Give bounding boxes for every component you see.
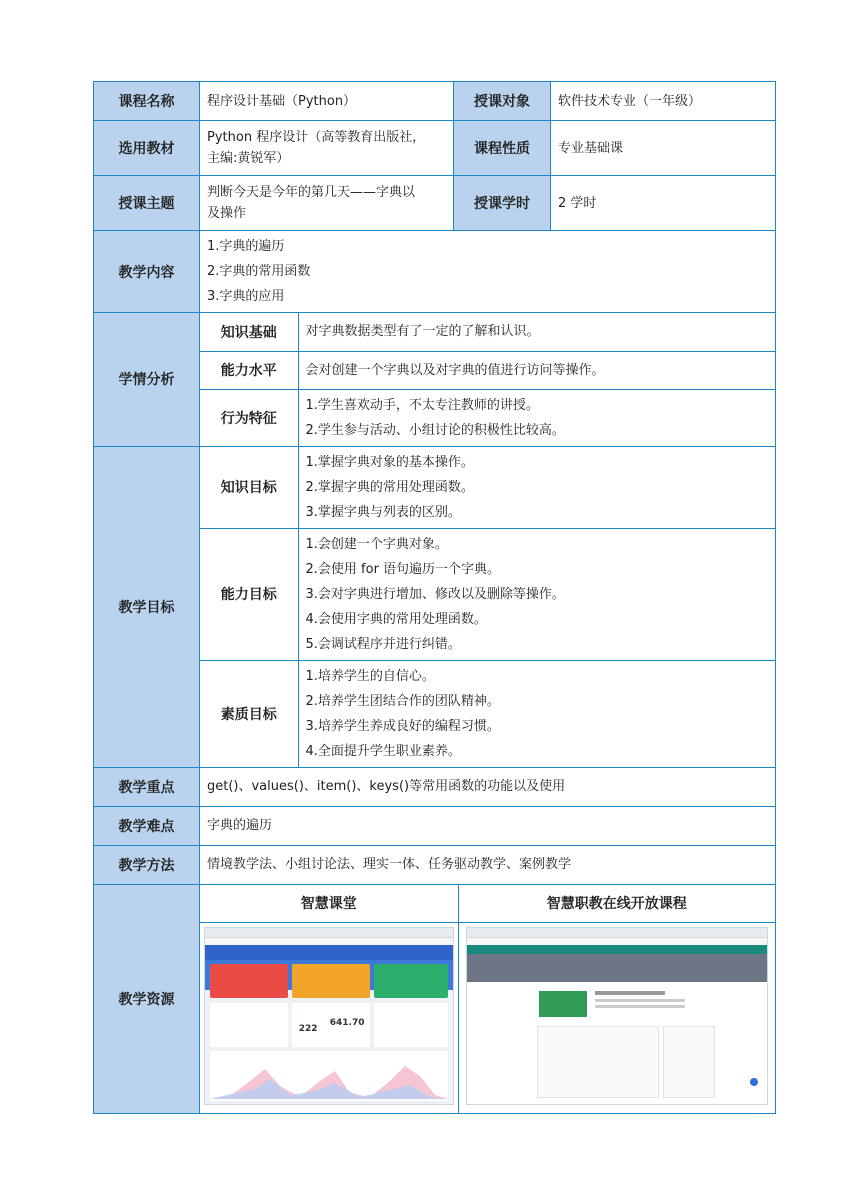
analysis-knowledge-label: 知识基础 <box>200 313 298 351</box>
classroom-stat-amount: 641.70 <box>329 1017 365 1028</box>
resource-col2-title: 智慧职教在线开放课程 <box>546 896 687 912</box>
resource-col1-title: 智慧课堂 <box>200 885 458 923</box>
textbook-label: 选用教材 <box>94 121 200 176</box>
classroom-panel-3 <box>374 1003 448 1047</box>
analysis-behavior-row <box>200 389 775 446</box>
course-name-value: 程序设计基础（Python） <box>200 82 454 121</box>
analysis-subtable <box>200 313 775 446</box>
classroom-header <box>205 945 453 960</box>
goal-quality-item-1: 1.培养学生的自信心。 <box>305 668 435 684</box>
course-name-row <box>94 82 776 121</box>
difficulty-row <box>94 806 776 845</box>
analysis-behavior-label: 行为特征 <box>200 389 298 446</box>
goals-ability-label: 能力目标 <box>200 528 298 660</box>
resources-title-row <box>200 885 775 923</box>
analysis-behavior-list <box>298 389 775 446</box>
resources-label: 教学资源 <box>94 884 200 1113</box>
chat-bubble-icon <box>750 1078 758 1086</box>
classroom-card-green <box>374 964 448 998</box>
resources-row <box>94 884 776 1113</box>
classroom-panel-1 <box>210 1003 288 1047</box>
content-item-2: 2.字典的常用函数 <box>207 264 311 279</box>
content-label: 教学内容 <box>94 231 200 313</box>
classroom-chart-panel <box>210 1051 448 1101</box>
goal-knowledge-item-1: 1.掌握字典对象的基本操作。 <box>305 454 474 470</box>
goal-quality-item-3: 3.培养学生养成良好的编程习惯。 <box>305 718 500 734</box>
hours-label: 授课学时 <box>454 176 551 231</box>
resource-col1-image-cell <box>200 922 458 1113</box>
analysis-label: 学情分析 <box>94 313 200 447</box>
resources-subtable <box>200 885 775 1113</box>
content-row <box>94 231 776 313</box>
analysis-knowledge-value: 对字典数据类型有了一定的了解和认识。 <box>305 324 540 340</box>
goals-quality-row <box>200 660 775 767</box>
content-item-3: 3.字典的应用 <box>207 289 285 304</box>
smart-classroom-screenshot <box>204 927 454 1105</box>
resources-cell <box>200 884 776 1113</box>
analysis-ability-label: 能力水平 <box>200 351 298 389</box>
course-title-line <box>595 991 665 995</box>
method-label: 教学方法 <box>94 845 200 884</box>
goal-knowledge-item-2: 2.掌握字典的常用处理函数。 <box>305 479 474 495</box>
textbook-row <box>94 121 776 176</box>
topic-line-2: 及操作 <box>207 206 247 221</box>
goal-ability-item-3: 3.会对字典进行增加、修改以及删除等操作。 <box>305 586 565 602</box>
goal-ability-item-1: 1.会创建一个字典对象。 <box>305 536 448 552</box>
analysis-ability-value: 会对创建一个字典以及对字典的值进行访问等操作。 <box>298 351 775 389</box>
course-chapter-list <box>537 1026 659 1098</box>
course-info-line-1 <box>595 999 685 1002</box>
analysis-row <box>94 313 776 447</box>
nature-label: 课程性质 <box>454 121 551 176</box>
content-list <box>200 231 776 313</box>
topic-line-1: 判断今天是今年的第几天——字典以 <box>207 185 416 200</box>
difficulty-value: 字典的遍历 <box>200 806 776 845</box>
course-info-line-2 <box>595 1005 685 1008</box>
goals-ability-list <box>298 528 775 660</box>
course-banner <box>467 954 767 982</box>
goals-knowledge-list <box>298 447 775 529</box>
goal-ability-item-2: 2.会使用 for 语句遍历一个字典。 <box>305 561 501 577</box>
behavior-item-2: 2.学生参与活动、小组讨论的积极性比较高。 <box>305 422 565 438</box>
goals-quality-list <box>298 660 775 767</box>
goals-row <box>94 446 776 767</box>
resources-image-row <box>200 922 775 1113</box>
goals-label: 教学目标 <box>94 446 200 767</box>
resource-col2-image-cell <box>458 922 775 1113</box>
hours-value: 2 学时 <box>551 176 776 231</box>
course-teacher-panel <box>663 1026 715 1098</box>
goal-quality-item-4: 4.全面提升学生职业素养。 <box>305 743 461 759</box>
nature-value: 专业基础课 <box>551 121 776 176</box>
goal-ability-item-5: 5.会调试程序并进行纠错。 <box>305 636 461 652</box>
method-row <box>94 845 776 884</box>
browser-tab-bar-2 <box>467 928 767 938</box>
behavior-item-1: 1.学生喜欢动手，不太专注教师的讲授。 <box>305 397 539 413</box>
classroom-trend-chart <box>210 1051 448 1101</box>
key-point-label: 教学重点 <box>94 767 200 806</box>
difficulty-label: 教学难点 <box>94 806 200 845</box>
topic-value <box>200 176 454 231</box>
goals-knowledge-label: 知识目标 <box>200 447 298 529</box>
goals-cell <box>200 446 776 767</box>
analysis-knowledge-row <box>200 313 775 351</box>
analysis-ability-row <box>200 351 775 389</box>
target-label: 授课对象 <box>454 82 551 121</box>
online-course-screenshot <box>466 927 768 1105</box>
course-name-label: 课程名称 <box>94 82 200 121</box>
browser-tab-bar <box>205 928 453 938</box>
course-nav-bar <box>467 945 767 954</box>
key-point-value: get()、values()、item()、keys()等常用函数的功能以及使用 <box>200 767 776 806</box>
key-point-row <box>94 767 776 806</box>
goals-subtable <box>200 447 775 767</box>
analysis-cell <box>200 313 776 447</box>
content-item-1: 1.字典的遍历 <box>207 239 285 254</box>
goals-ability-row <box>200 528 775 660</box>
lesson-plan-table <box>93 81 776 1114</box>
classroom-card-orange <box>292 964 370 998</box>
target-value: 软件技术专业（一年级） <box>551 82 776 121</box>
classroom-stat-number: 222 <box>298 1023 318 1034</box>
topic-label: 授课主题 <box>94 176 200 231</box>
textbook-line-1: Python 程序设计（高等教育出版社， <box>207 130 426 145</box>
goal-ability-item-4: 4.会使用字典的常用处理函数。 <box>305 611 487 627</box>
goal-knowledge-item-3: 3.掌握字典与列表的区别。 <box>305 504 461 520</box>
topic-row <box>94 176 776 231</box>
textbook-line-2: 主编:黄锐军） <box>207 151 290 166</box>
goals-knowledge-row <box>200 447 775 529</box>
python-course-cover <box>539 991 587 1017</box>
textbook-value <box>200 121 454 176</box>
classroom-card-red <box>210 964 288 998</box>
goal-quality-item-2: 2.培养学生团结合作的团队精神。 <box>305 693 500 709</box>
method-value: 情境教学法、小组讨论法、理实一体、任务驱动教学、案例教学 <box>200 845 776 884</box>
goals-quality-label: 素质目标 <box>200 660 298 767</box>
